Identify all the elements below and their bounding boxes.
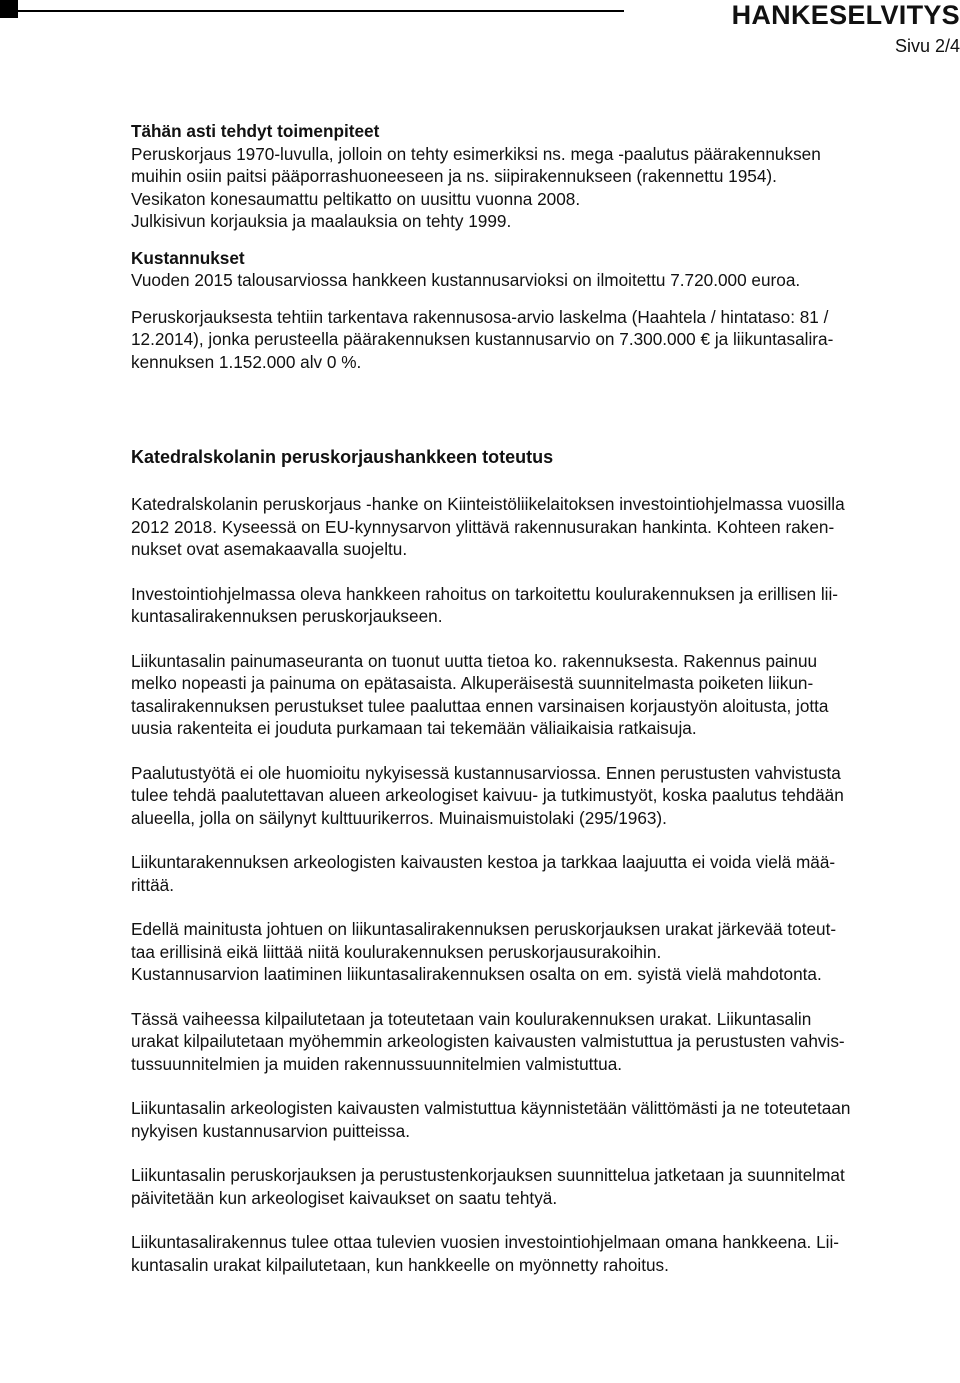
text-line: kuntasalin urakat kilpailutetaan, kun hankkeelle on myönnetty rahoitus. [131,1254,669,1275]
text-line: Kustannusarvion laatiminen liikuntasalirakennuksen osalta on em. syistä vielä mahdotonta. [131,964,822,984]
paragraph-costs-budget [131,269,953,292]
text-line: tasalirakennuksen perustukset tulee paaluttaa ennen varsinaisen korjaustyön aloitusta, jotta [131,695,829,716]
paragraph-implementation-10 [131,1231,953,1276]
text-line: Liikuntarakennuksen arkeologisten kaivausten kestoa ja tarkkaa laajuutta ei voida vielä mää- [131,852,836,872]
paragraph-implementation-6 [131,918,953,986]
text-line: tussuunnitelmien ja muiden rakennussuunnitelmien valmistuttua. [131,1053,623,1074]
text-line: melko nopeasti ja painuma on epätasaista. Alkuperäisestä suunnitelmasta poiketen liikun- [131,673,814,693]
heading-costs: Kustannukset [131,247,245,268]
heading-done-so-far: Tähän asti tehdyt toimenpiteet [131,121,380,141]
paragraph-implementation-5 [131,851,953,896]
text-line: nykyisen kustannusarvion puitteissa. [131,1120,410,1141]
text-line: taa erillisinä eikä liittää niitä koulurakennuksen peruskorjausurakoihin. [131,941,662,962]
paragraph-implementation-8 [131,1097,953,1142]
text-line: muihin osiin paitsi pääporrashuoneeseen ja ns. siipirakennukseen (rakennettu 1954). [131,166,777,186]
text-line: Investointiohjelmassa oleva hankkeen rahoitus on tarkoitettu koulurakennuksen ja erillisen lii- [131,583,838,604]
text-line: urakat kilpailutetaan myöhemmin arkeologisten kaivausten valmistuttua ja perustusten vahvis- [131,1031,845,1051]
text-line: kuntasalirakennuksen peruskorjaukseen. [131,606,443,626]
text-line: Tässä vaiheessa kilpailutetaan ja toteutetaan vain koulurakennuksen urakat. Liikuntasalin [131,1008,812,1029]
paragraph-implementation-7 [131,1008,953,1076]
text-line: Edellä mainitusta johtuen on liikuntasalirakennuksen peruskorjauksen urakat järkevää toteut- [131,919,837,939]
text-line: Julkisivun korjauksia ja maalauksia on tehty 1999. [131,211,512,231]
text-line: Liikuntasalin arkeologisten kaivausten valmistuttua käynnistetään välittömästi ja ne toteutetaan [131,1098,851,1118]
text-line: 12.2014), jonka perusteella päärakennuksen kustannusarvio on 7.300.000 € ja liikuntasalira- [131,329,834,349]
paragraph-done-so-far [131,143,953,233]
paragraph-costs-estimate [131,306,953,374]
document-body [131,120,953,1276]
text-line: Katedralskolanin peruskorjaus -hanke on Kiinteistöliikelaitoksen investointiohjelmassa vuosilla [131,494,845,514]
text-line: rittää. [131,874,174,895]
text-line: päivitetään kun arkeologiset kaivaukset on saatu tehtyä. [131,1187,558,1208]
paragraph-implementation-2 [131,583,953,628]
header-rule [18,10,624,12]
text-line: alueella, jolla on säilynyt kulttuurikerros. Muinaismuistolaki (295/1963). [131,807,667,828]
paragraph-implementation-9 [131,1164,953,1209]
text-line: Liikuntasalirakennus tulee ottaa tulevien vuosien investointiohjelmaan omana hankkeena. Lii- [131,1232,840,1252]
text-line: nukset ovat asemakaavalla suojeltu. [131,539,408,559]
paragraph-implementation-4 [131,762,953,830]
text-line: Peruskorjaus 1970-luvulla, jolloin on tehty esimerkiksi ns. mega -paalutus päärakennuksen [131,143,821,164]
header-corner-mark [0,0,18,18]
paragraph-implementation-1 [131,493,953,561]
heading-implementation: Katedralskolanin peruskorjaushankkeen toteutus [131,447,554,467]
text-line: Liikuntasalin peruskorjauksen ja perustustenkorjauksen suunnittelua jatketaan ja suunnitelmat [131,1165,845,1185]
text-line: tulee tehdä paalutettavan alueen arkeologiset kaivuu- ja tutkimustyöt, koska paalutus tehdään [131,785,844,805]
text-line: Peruskorjauksesta tehtiin tarkentava rakennusosa-arvio laskelma (Haahtela / hintataso: 81 / [131,306,829,327]
paragraph-implementation-3 [131,650,953,740]
text-line: uusia rakenteita ei jouduta purkamaan tai tekemään väliaikaisia ratkaisuja. [131,718,697,738]
text-line: Vesikaton konesaumattu peltikatto on uusittu vuonna 2008. [131,188,581,209]
text-line: 2012 2018. Kyseessä on EU-kynnysarvon ylittävä rakennusurakan hankinta. Kohteen raken- [131,516,835,537]
text-line: Paalutustyötä ei ole huomioitu nykyisessä kustannusarviossa. Ennen perustusten vahvistusta [131,762,841,783]
document-title: HANKESELVITYS [731,0,960,30]
text-line: kennuksen 1.152.000 alv 0 %. [131,351,362,372]
text-line: Liikuntasalin painumaseuranta on tuonut uutta tietoa ko. rakennuksesta. Rakennus painuu [131,650,818,671]
text-line: Vuoden 2015 talousarviossa hankkeen kustannusarvioksi on ilmoitettu 7.720.000 euroa. [131,270,801,290]
page-number: Sivu 2/4 [894,36,960,56]
